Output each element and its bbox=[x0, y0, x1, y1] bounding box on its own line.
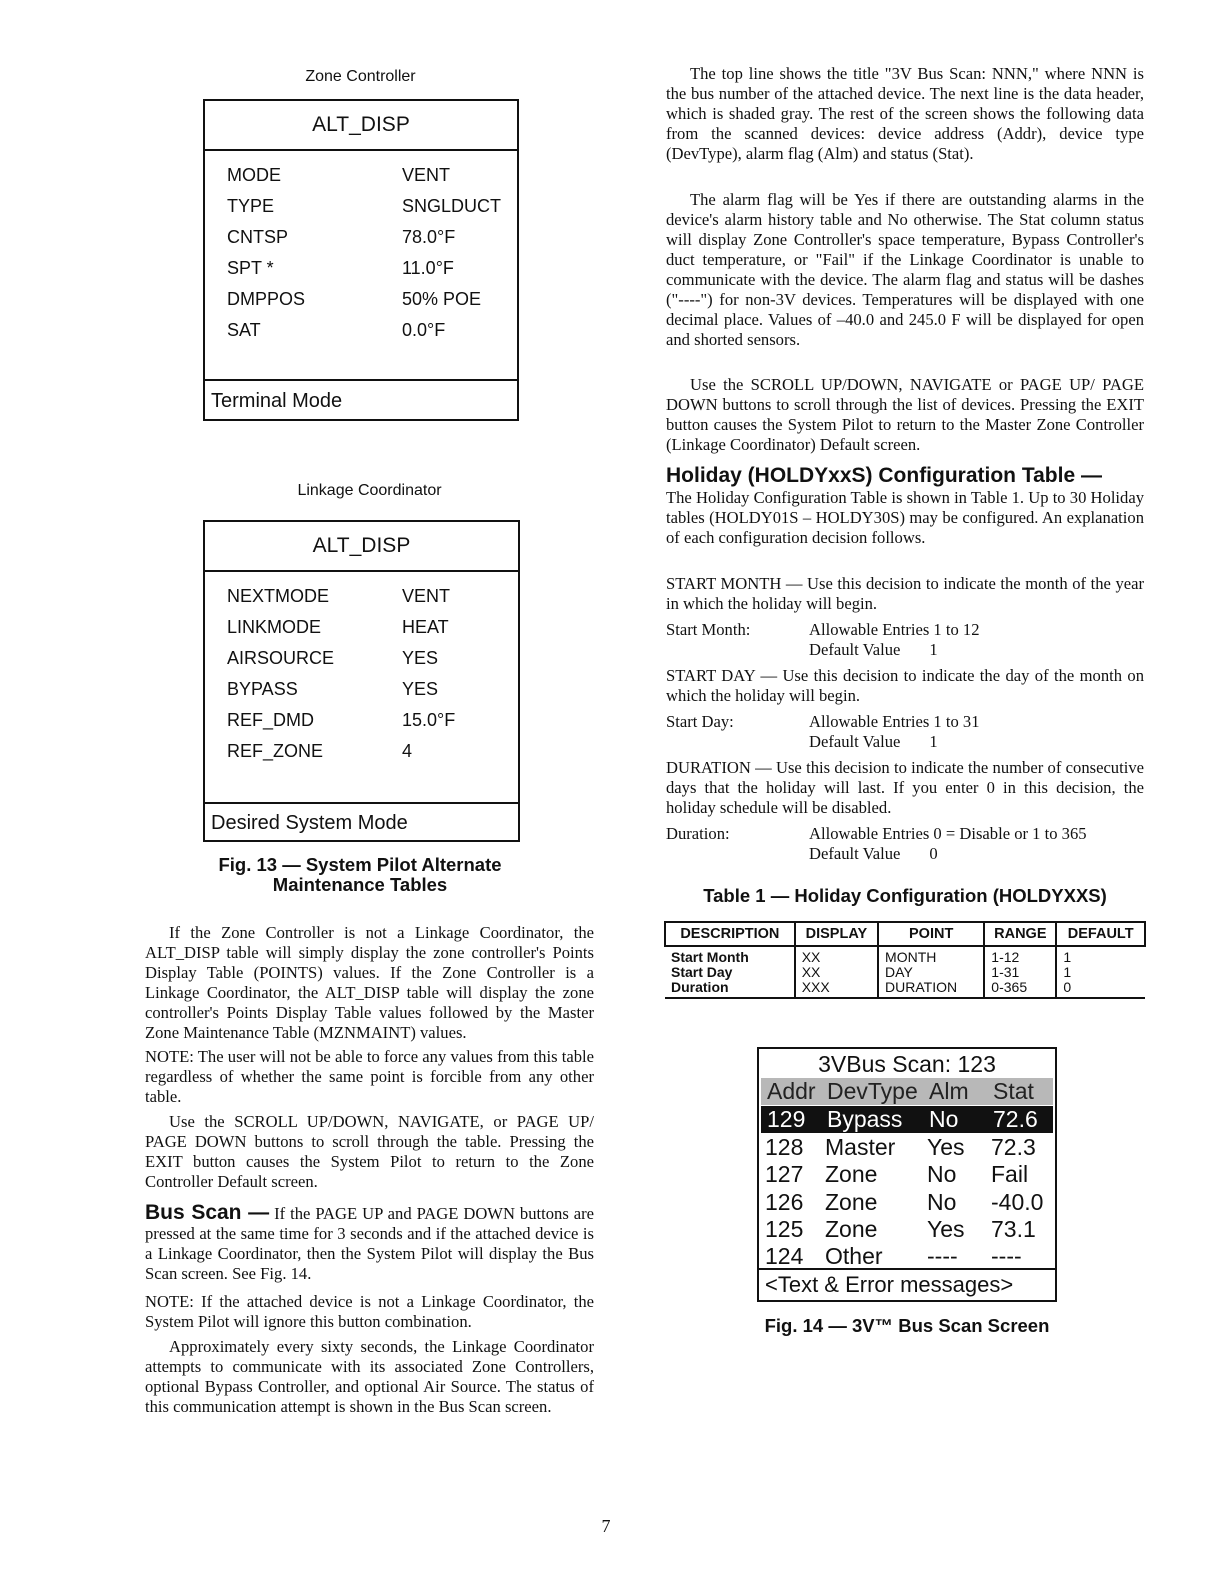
display-row: TYPE SNGLDUCT bbox=[227, 196, 502, 216]
body-paragraph: Use the SCROLL UP/DOWN, NAVIGATE, or PAGE UP/ PAGE DOWN buttons to scroll through the table. Pressing the EXIT button causes the System Pilot to return to the Zone Controller Default screen. bbox=[145, 1112, 594, 1191]
table-header-row: DESCRIPTION DISPLAY POINT RANGE DEFAULT bbox=[665, 922, 1145, 946]
linkage-coordinator-display bbox=[203, 520, 520, 842]
zone-controller-caption: Zone Controller bbox=[305, 68, 416, 85]
bus-scan-row: 127 Zone No Fail bbox=[765, 1161, 1029, 1187]
bus-scan-screen bbox=[757, 1047, 1057, 1302]
holiday-heading: Holiday (HOLDYxxS) Configuration Table — bbox=[666, 464, 1102, 487]
display-row: NEXTMODE VENT bbox=[227, 586, 451, 606]
display-footer: Terminal Mode bbox=[205, 379, 517, 419]
bus-scan-title: 3VBus Scan: 123 bbox=[818, 1051, 996, 1077]
note-paragraph: NOTE: The user will not be able to force any values from this table regardless of whether the same point is forcible from any other table. bbox=[145, 1047, 594, 1106]
note-paragraph: NOTE: If the attached device is not a Linkage Coordinator, the System Pilot will ignore this button combination. bbox=[145, 1292, 594, 1331]
display-row: MODE VENT bbox=[227, 165, 451, 185]
table-row: Start Day XX DAY 1-31 1 bbox=[665, 965, 1145, 980]
bus-scan-paragraph: Bus Scan — If the PAGE UP and PAGE DOWN buttons are pressed at the same time for 3 seconds and if the attached device is a Linkage Coordinator, then the System Pilot will display the Bus Scan screen. See Fig. 14. bbox=[145, 1201, 594, 1283]
display-row: LINKMODE HEAT bbox=[227, 617, 449, 637]
body-paragraph: Use the SCROLL UP/DOWN, NAVIGATE or PAGE UP/ PAGE DOWN buttons to scroll through the list of devices. Pressing the EXIT button causes the System Pilot to return to the Master Zone Controller (Linkage Coordinator) Default screen. bbox=[666, 375, 1144, 454]
body-paragraph: Approximately every sixty seconds, the Linkage Coordinator attempts to communicate with its associated Zone Controllers, optional Bypass Controller, and optional Air Source. The status of this communication attempt is shown in the Bus Scan screen. bbox=[145, 1337, 594, 1416]
table-row: Duration XXX DURATION 0-365 0 bbox=[665, 980, 1145, 998]
bus-scan-row: 126 Zone No -40.0 bbox=[765, 1189, 1044, 1215]
table-row: Start Month XX MONTH 1-12 1 bbox=[665, 946, 1145, 965]
bus-scan-row: 128 Master Yes 72.3 bbox=[765, 1134, 1036, 1160]
display-row: SAT 0.0°F bbox=[227, 320, 446, 340]
bus-scan-row: 124 Other ---- ---- bbox=[765, 1243, 1022, 1269]
display-row: REF_ZONE 4 bbox=[227, 741, 413, 761]
bus-scan-row: 125 Zone Yes 73.1 bbox=[765, 1216, 1036, 1242]
body-paragraph: The alarm flag will be Yes if there are outstanding alarms in the device's alarm history table and No otherwise. The Stat column status will display Zone Controller's space temperature, Bypass Controller's duct temperature, or "Fail" if the Linkage Coordinator is unable to communicate with the device. The alarm flag and status will be dashes ("----") for non-3V devices. Temperatures will be displayed with one decimal place. Values of –40.0 and 245.0 F will be displayed for open and shorted sensors. bbox=[666, 190, 1144, 349]
display-footer: Desired System Mode bbox=[205, 802, 518, 840]
page-number: 7 bbox=[601, 1516, 611, 1536]
display-title: ALT_DISP bbox=[205, 101, 517, 151]
bus-scan-row-selected: 129 Bypass No 72.6 bbox=[761, 1106, 1053, 1133]
body-paragraph: The top line shows the title "3V Bus Scan: NNN," where NNN is the bus number of the attached device. The next line is the data header, which is shaded gray. The rest of the screen shows the following data from the scanned devices: device address (Addr), device type (DevType), alarm flag (Alm) and status (Stat). bbox=[666, 64, 1144, 163]
bus-scan-footer: <Text & Error messages> bbox=[759, 1268, 1055, 1300]
body-paragraph: START MONTH — Use this decision to indicate the month of the year in which the holiday will begin. bbox=[666, 574, 1144, 613]
body-paragraph: The Holiday Configuration Table is shown in Table 1. Up to 30 Holiday tables (HOLDY01S – HOLDY30S) may be configured. An explanation of each configuration decision follows. bbox=[666, 488, 1144, 547]
body-paragraph: START DAY — Use this decision to indicate the day of the month on which the holiday will begin. bbox=[666, 666, 1144, 705]
fig13-caption: Fig. 13 — System Pilot Alternate Maintenance Tables bbox=[218, 854, 502, 895]
bus-scan-heading: Bus Scan — bbox=[145, 1201, 270, 1224]
display-title: ALT_DISP bbox=[205, 522, 518, 572]
body-paragraph: If the Zone Controller is not a Linkage Coordinator, the ALT_DISP table will simply display the zone controller's Points Display Table (POINTS) values. If the Zone Controller is a Linkage Coordinator, the ALT_DISP table will display the zone controller's Points Display Table values followed by the Master Zone Maintenance Table (MZNMAINT) values. bbox=[145, 923, 594, 1042]
linkage-coordinator-caption: Linkage Coordinator bbox=[297, 482, 442, 499]
zone-controller-display bbox=[203, 99, 519, 421]
holiday-table bbox=[664, 921, 1146, 999]
display-row: CNTSP 78.0°F bbox=[227, 227, 456, 247]
display-row: AIRSOURCE YES bbox=[227, 648, 439, 668]
bus-scan-header: Addr DevType Alm Stat bbox=[761, 1078, 1053, 1105]
display-row: DMPPOS 50% POE bbox=[227, 289, 482, 309]
display-row: REF_DMD 15.0°F bbox=[227, 710, 456, 730]
body-paragraph: DURATION — Use this decision to indicate the number of consecutive days that the holiday will last. If you enter 0 in this decision, the holiday schedule will be disabled. bbox=[666, 758, 1144, 817]
display-row: SPT * 11.0°F bbox=[227, 258, 454, 278]
display-row: BYPASS YES bbox=[227, 679, 439, 699]
fig14-caption: Fig. 14 — 3V™ Bus Scan Screen bbox=[764, 1315, 1050, 1336]
table1-caption: Table 1 — Holiday Configuration (HOLDYXXS) bbox=[703, 885, 1107, 906]
